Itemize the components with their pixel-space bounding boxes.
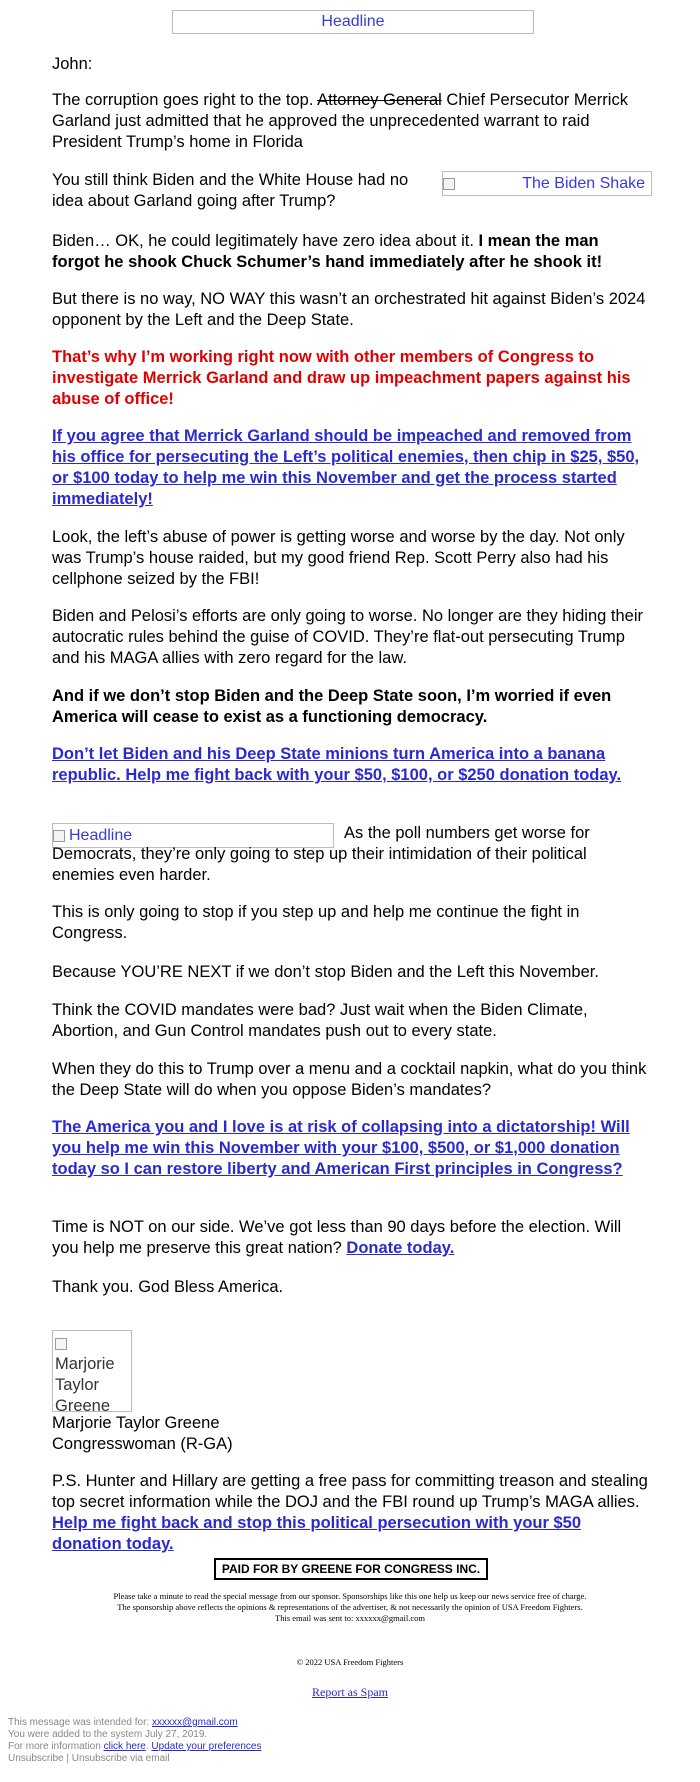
paragraph-7: Look, the left’s abuse of power is getting worse and worse by the day. Not only was Trump’s house raided, but my good friend Rep. Scott Perry also had his cellphone seized by the FBI! (52, 528, 625, 588)
paragraph-17 (52, 1217, 650, 1259)
header-image (172, 10, 534, 34)
paid-for-disclaimer: PAID FOR BY GREENE FOR CONGRESS INC. (214, 1558, 488, 1580)
paragraph-4: But there is no way, NO WAY this wasn’t an orchestrated hit against Biden’s 2024 opponent by the Left and the Deep State. (52, 290, 646, 329)
donate-link-2[interactable]: Don’t let Biden and his Deep State minions turn America into a banana republic. Help me fight back with your $50, $100, or $250 donation today. (52, 745, 622, 784)
donate-link-3[interactable]: The America you and I love is at risk of collapsing into a dictatorship! Will you help me win this November with your $100, $500, or $1,000 donation today so I can restore liberty and American First principles in Congress? (52, 1118, 630, 1178)
paragraph-9-bold: And if we don’t stop Biden and the Deep State soon, I’m worried if even America will cease to exist as a functioning democracy. (52, 687, 612, 726)
sponsor-line-3: This email was sent to: xxxxxx@gmail.com (275, 1613, 425, 1623)
signature-name: Marjorie Taylor Greene (52, 1414, 220, 1432)
footer-more-info-label: For more information (8, 1741, 104, 1752)
paragraph-1 (52, 90, 650, 153)
ps-donate-link[interactable]: Help me fight back and stop this political persecution with your $50 donation today. (52, 1514, 582, 1553)
paragraph-3 (52, 231, 650, 273)
header-image-alt: Headline (321, 13, 385, 30)
biden-shake-image (442, 171, 652, 196)
donate-today-link[interactable]: Donate today. (346, 1239, 455, 1257)
footer-more-info (8, 1741, 261, 1753)
biden-shake-image-alt: The Biden Shake (522, 174, 645, 192)
greeting: John: (52, 55, 93, 73)
ps-text: P.S. Hunter and Hillary are getting a free pass for committing treason and stealing top secret information while the DOJ and the FBI round up Trump’s MAGA allies. (52, 1472, 648, 1511)
footer-click-here-link[interactable]: click here (103, 1741, 146, 1752)
footer-unsubscribe-link[interactable]: Unsubscribe (8, 1753, 64, 1764)
footer-intended-label: This message was intended for: (8, 1717, 152, 1728)
p17-text: Time is NOT on our side. We’ve got less than 90 days before the election. Will you help me preserve this great nation? (52, 1218, 622, 1257)
paragraph-15: When they do this to Trump over a menu and a cocktail napkin, what do you think the Deep State will do when you oppose Biden’s mandates? (52, 1060, 647, 1099)
sponsor-line-1: Please take a minute to read the special message from our sponsor. Sponsorships like this one help us keep our news service free of charge. (113, 1591, 587, 1601)
signature-image (52, 1330, 132, 1415)
footer-unsubscribe (8, 1753, 170, 1765)
report-spam (0, 1685, 700, 1700)
paragraph-2: You still think Biden and the White House had no idea about Garland going after Trump? (52, 171, 409, 210)
p1-text-a: The corruption goes right to the top. (52, 91, 318, 109)
footer-unsubscribe-email-link[interactable]: Unsubscribe via email (71, 1753, 170, 1764)
paragraph-13: Because YOU’RE NEXT if we don’t stop Biden and the Left this November. (52, 963, 599, 981)
p3-bold-text: I mean the man forgot he shook Chuck Schumer’s hand immediately after he shook it! (52, 232, 603, 271)
paragraph-12: This is only going to stop if you step up and help me continue the fight in Congress. (52, 903, 580, 942)
signature-image-alt: Marjorie Taylor Greene (55, 1355, 115, 1415)
paragraph-5-red: That’s why I’m working right now with other members of Congress to investigate Merrick Garland and draw up impeachment papers against his abuse of office! (52, 348, 631, 408)
footer-pipe: | (63, 1753, 72, 1764)
p3-text: Biden… OK, he could legitimately have zero idea about it. (52, 232, 479, 250)
broken-image-icon (55, 1338, 67, 1350)
footer-email-link[interactable]: xxxxxx@gmail.com (151, 1717, 238, 1728)
p1-strikethrough: Attorney General (317, 91, 442, 109)
donate-link-1[interactable]: If you agree that Merrick Garland should be impeached and removed from his office for persecuting the Left’s political enemies, then chip in $25, $50, or $100 today to help me win this November and get the process started immediately! (52, 427, 640, 508)
signature-title: Congresswoman (R-GA) (52, 1435, 233, 1453)
headline-inline-image-alt: Headline (69, 826, 133, 844)
paragraph-11: As the poll numbers get worse for Democrats, they’re only going to step up their intimidation of their political enemies even harder. (52, 824, 590, 884)
sponsor-notice (0, 1591, 700, 1624)
footer-update-preferences-link[interactable]: Update your preferences (151, 1741, 262, 1752)
footer-intended (8, 1717, 238, 1729)
postscript (52, 1471, 650, 1555)
copyright: © 2022 USA Freedom Fighters (296, 1657, 404, 1667)
broken-image-icon (443, 178, 455, 190)
paragraph-14: Think the COVID mandates were bad? Just wait when the Biden Climate, Abortion, and Gun Control mandates push out to every state. (52, 1001, 588, 1040)
sponsor-line-2: The sponsorship above reflects the opinions & representations of the advertiser, & not necessarily the opinion of USA Freedom Fighters. (117, 1602, 583, 1612)
paragraph-18: Thank you. God Bless America. (52, 1278, 284, 1296)
footer-added: You were added to the system July 27, 2019. (8, 1729, 208, 1740)
footer-separator: . (145, 1741, 152, 1752)
p1-text-b: Chief Persecutor Merrick Garland just admitted that he approved the unprecedented warrant to raid President Trump’s home in Florida (52, 91, 628, 151)
report-spam-link[interactable]: Report as Spam (312, 1685, 388, 1699)
paragraph-8: Biden and Pelosi’s efforts are only going to worse. No longer are they hiding their autocratic rules behind the guise of COVID. They’re flat-out persecuting Trump and his MAGA allies with zero regard for the law. (52, 607, 643, 667)
